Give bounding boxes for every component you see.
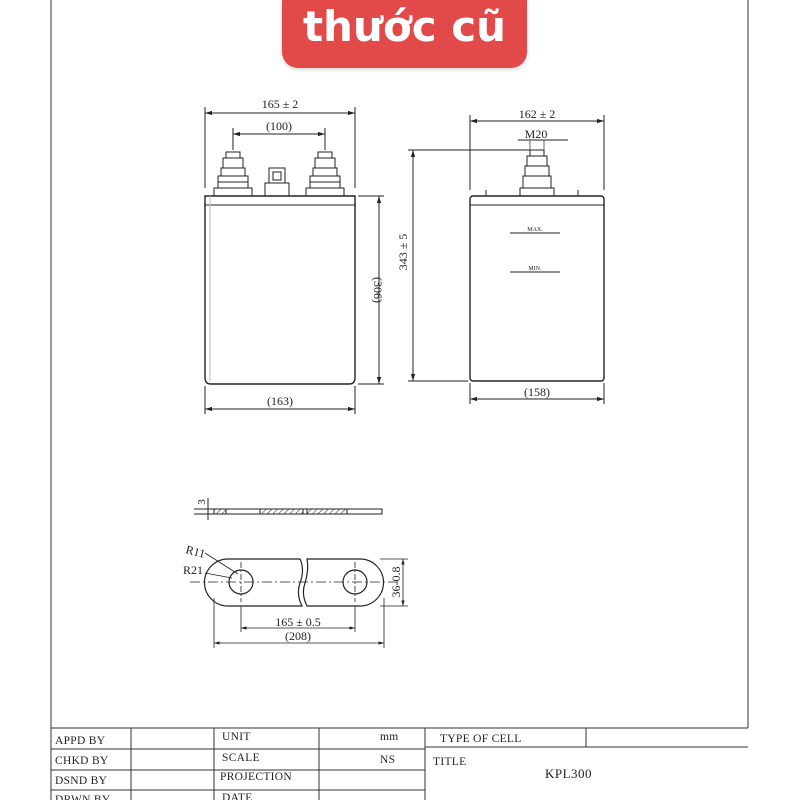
dsnd-by-label: DSND BY bbox=[55, 775, 108, 787]
terminal-thread-dim: M20 bbox=[524, 127, 548, 141]
date-label: DATE bbox=[222, 792, 253, 800]
scale-value: NS bbox=[380, 754, 396, 766]
max-level-label: MAX. bbox=[527, 227, 543, 233]
radius-inner-label: R21 bbox=[183, 563, 204, 577]
chkd-by-label: CHKD BY bbox=[55, 755, 109, 767]
min-level-label: MIN. bbox=[528, 266, 542, 272]
front-terminal-right bbox=[306, 152, 344, 196]
front-body-width-dim: (163) bbox=[267, 394, 293, 408]
side-terminal bbox=[520, 150, 554, 196]
front-body-outline bbox=[205, 196, 355, 384]
projection-label: PROJECTION bbox=[220, 771, 293, 783]
connector-side-view bbox=[194, 498, 382, 520]
scale-label: SCALE bbox=[222, 752, 260, 764]
side-view bbox=[408, 115, 604, 404]
badge-text: thước cũ bbox=[302, 2, 507, 51]
connector-width-dim: 36-0.8 bbox=[389, 566, 403, 598]
radius-outer-label: R11 bbox=[184, 542, 207, 561]
drwn-by-label: DRWN BY bbox=[55, 794, 111, 800]
unit-label: UNIT bbox=[222, 731, 251, 743]
connector-length-dim: (208) bbox=[285, 629, 311, 643]
title-value: KPL300 bbox=[545, 766, 593, 781]
type-of-cell-label: TYPE OF CELL bbox=[440, 733, 522, 745]
front-view bbox=[205, 107, 384, 414]
title-label: TITLE bbox=[433, 756, 467, 768]
old-size-badge bbox=[282, 0, 527, 68]
front-terminal-left bbox=[214, 152, 252, 196]
front-terminal-spacing-dim: (100) bbox=[266, 119, 292, 133]
front-body-height-dim: (306) bbox=[371, 277, 385, 303]
side-body-width-dim: (158) bbox=[524, 385, 550, 399]
side-total-height-dim: 343 ± 5 bbox=[396, 233, 410, 271]
side-body-outline bbox=[470, 196, 604, 381]
title-block bbox=[51, 728, 748, 800]
front-width-dim: 165 ± 2 bbox=[261, 97, 299, 111]
side-width-dim: 162 ± 2 bbox=[518, 107, 556, 121]
hole-spacing-dim: 165 ± 0.5 bbox=[275, 615, 321, 629]
connector-thickness-dim: 3 bbox=[196, 499, 208, 505]
unit-value: mm bbox=[380, 731, 399, 743]
appd-by-label: APPD BY bbox=[55, 735, 106, 747]
front-vent bbox=[265, 168, 289, 196]
